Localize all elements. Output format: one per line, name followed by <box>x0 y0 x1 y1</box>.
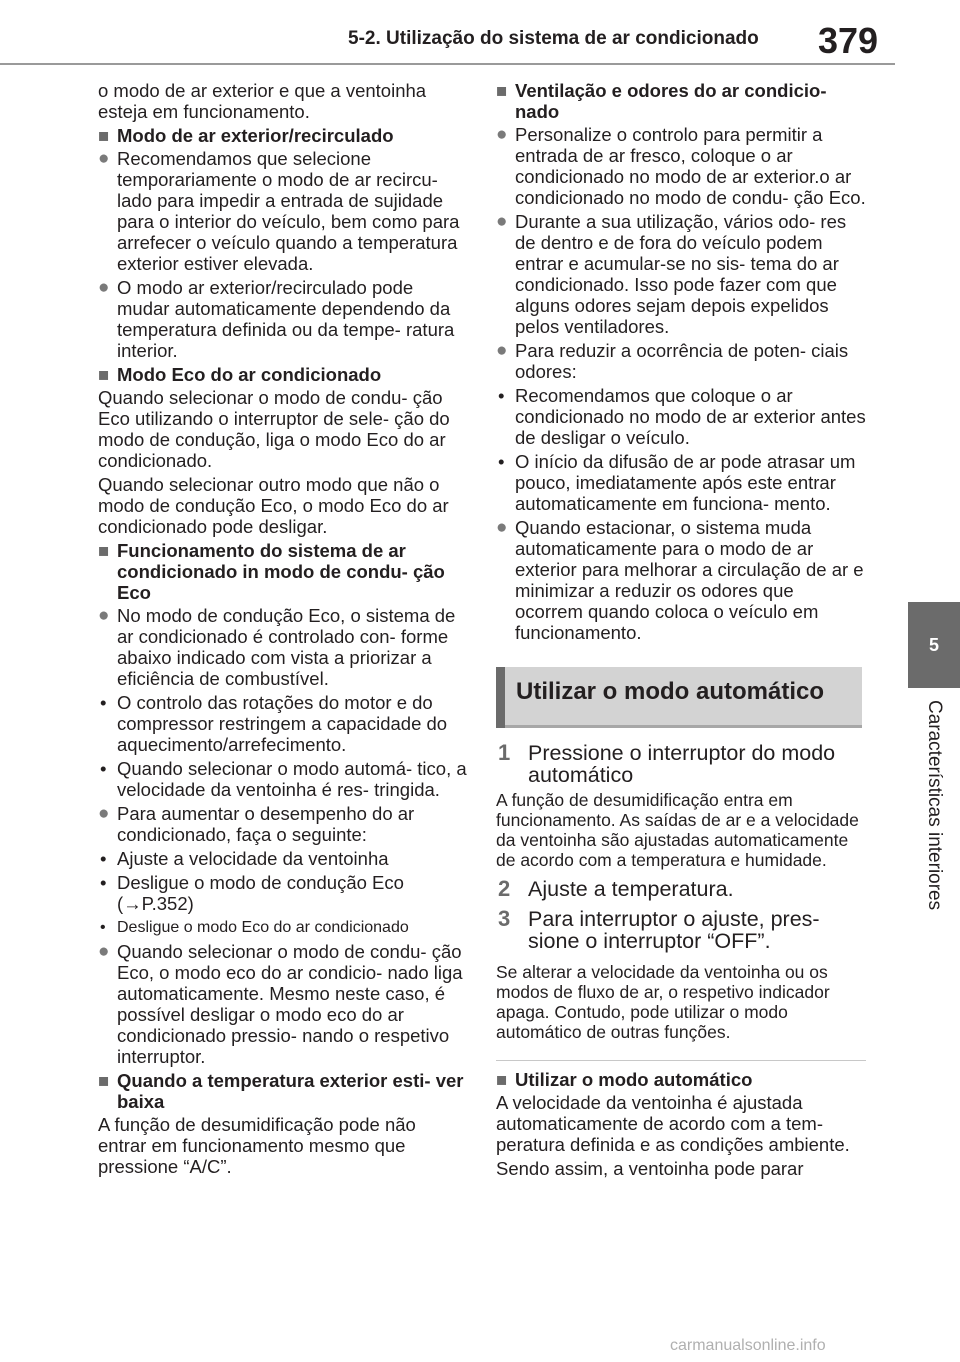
circle-bullet-icon: ● <box>98 605 110 626</box>
bullet-item: ● Personalize o controlo para permitir a entrada de ar fresco, coloque o ar condicionado no modo de ar exterior.o ar condicionado no modo de condu- ção Eco. <box>496 124 866 208</box>
circle-bullet-icon: ● <box>496 517 508 538</box>
paragraph: A função de desumidificação pode não entrar em funcionamento mesmo que pressione “A/C”. <box>98 1114 416 1177</box>
step-item: 1 Pressione o interruptor do modo automático <box>498 740 836 787</box>
divider <box>496 1060 866 1061</box>
subheading: ■ Modo de ar exterior/recirculado <box>98 125 394 146</box>
circle-bullet-icon: ● <box>496 211 508 232</box>
page-number: 379 <box>818 20 879 61</box>
square-bullet-icon: ■ <box>496 1069 508 1090</box>
bullet-item: ● Durante a sua utilização, vários odo- res de dentro e de fora do veículo podem entrar e acumular-se no sis- tema do ar condicionado. Isso pode fazer com que alguns odores sejam depois expelidos pelos ventiladores. <box>496 211 847 337</box>
bullet-item: ● Para aumentar o desempenho do ar condicionado, faça o seguinte: <box>98 803 415 845</box>
left-column <box>98 80 468 1180</box>
square-bullet-icon: ■ <box>496 80 508 101</box>
circle-bullet-icon: ● <box>98 941 110 962</box>
subheading: ■ Quando a temperatura exterior esti- ver baixa <box>98 1070 464 1112</box>
section-title: 5-2. Utilização do sistema de ar condicionado <box>348 28 759 49</box>
paragraph: A velocidade da ventoinha é ajustada automaticamente de acordo com a tem- peratura definida e as condições ambiente. <box>496 1092 850 1155</box>
subheading: ■ Funcionamento do sistema de ar condicionado in modo de condu- ção Eco <box>98 540 445 603</box>
banner-accent <box>496 667 505 728</box>
sub-bullet-item: • Ajuste a velocidade da ventoinha <box>100 848 389 869</box>
step-description: A função de desumidificação entra em funcionamento. As saídas de ar e a velocidade da ventoinha são ajustadas automaticamente de acordo com a temperatura e humidade. <box>496 790 859 870</box>
section-banner <box>496 667 862 728</box>
step-number: 3 <box>498 906 511 931</box>
paragraph: o modo de ar exterior e que a ventoinha esteja em funcionamento. <box>98 80 427 122</box>
sub-bullet-item: • Desligue o modo de condução Eco (→P.352) <box>100 872 404 914</box>
sub-bullet-item: • O controlo das rotações do motor e do compressor restringem a capacidade do aquecimento/arrefecimento. <box>100 692 448 755</box>
bullet-item: ● Quando selecionar o modo de condu- ção Eco, o modo eco do ar condicio- nado liga automaticamente. Mesmo neste caso, é possível desligar o modo eco do ar condicionado pressio- nando o respetivo interruptor. <box>98 941 463 1067</box>
chapter-label: Características interiores <box>924 700 945 911</box>
step-number: 1 <box>498 740 511 765</box>
step-number: 2 <box>498 876 511 901</box>
bullet-item: ● No modo de condução Eco, o sistema de ar condicionado é controlado con- forme abaixo indicado com vista a priorizar a eficiência de combustível. <box>98 605 456 689</box>
subheading: ■ Utilizar o modo automático <box>496 1069 753 1090</box>
step-item: 3 Para interruptor o ajuste, pres- sione o interruptor “OFF”. <box>498 906 820 953</box>
bullet-item: ● O modo ar exterior/recirculado pode mudar automaticamente dependendo da temperatura definida ou da tempe- ratura interior. <box>98 277 455 361</box>
sub-bullet-item: • Desligue o modo Eco do ar condicionado <box>100 919 409 936</box>
subheading: ■ Ventilação e odores do ar condicio- nado <box>496 80 827 122</box>
header-divider <box>0 63 895 65</box>
square-bullet-icon: ■ <box>98 364 110 385</box>
bullet-item: ● Quando estacionar, o sistema muda automaticamente para o modo de ar exterior para melhorar a circulação de ar e minimizar a reduzir os odores que ocorrem quando coloca o veículo em funcionamento. <box>496 517 864 643</box>
square-bullet-icon: ■ <box>98 540 110 561</box>
chapter-tab: 5 <box>908 602 960 688</box>
circle-bullet-icon: ● <box>98 803 110 824</box>
paragraph: Sendo assim, a ventoinha pode parar <box>496 1158 804 1179</box>
square-bullet-icon: ■ <box>98 1070 110 1091</box>
circle-bullet-icon: ● <box>98 277 110 298</box>
bullet-item: ● Recomendamos que selecione temporariamente o modo de ar recircu- lado para impedir a entrada de sujidade para o interior do veículo, bem como para arrefecer o veículo quando a temperatura exterior estiver elevada. <box>98 148 460 274</box>
paragraph: Quando selecionar o modo de condu- ção Eco utilizando o interruptor de sele- ção do modo de condução, liga o modo Eco do ar condicionado. <box>98 387 450 471</box>
right-column <box>496 80 866 1182</box>
circle-bullet-icon: ● <box>496 340 508 361</box>
page-header <box>0 0 960 70</box>
square-bullet-icon: ■ <box>98 125 110 146</box>
circle-bullet-icon: ● <box>98 148 110 169</box>
watermark: carmanualsonline.info <box>670 1337 826 1354</box>
sub-bullet-item: • Recomendamos que coloque o ar condicionado no modo de ar exterior antes de desligar o veículo. <box>498 385 866 448</box>
sub-bullet-item: • Quando selecionar o modo automá- tico, a velocidade da ventoinha é res- tringida. <box>100 758 467 800</box>
sub-bullet-item: • O início da difusão de ar pode atrasar um pouco, imediatamente após este entrar automaticamente em funciona- mento. <box>498 451 856 514</box>
paragraph: Quando selecionar outro modo que não o modo de condução Eco, o modo Eco do ar condicionado pode desligar. <box>98 474 449 537</box>
circle-bullet-icon: ● <box>496 124 508 145</box>
subheading: ■ Modo Eco do ar condicionado <box>98 364 382 385</box>
banner-title: Utilizar o modo automático <box>516 678 825 705</box>
note-text: Se alterar a velocidade da ventoinha ou os modos de fluxo de ar, o respetivo indicador apaga. Contudo, pode utilizar o modo automático de outras funções. <box>496 962 830 1042</box>
bullet-item: ● Para reduzir a ocorrência de poten- ciais odores: <box>496 340 849 382</box>
step-item: 2 Ajuste a temperatura. <box>498 876 734 901</box>
